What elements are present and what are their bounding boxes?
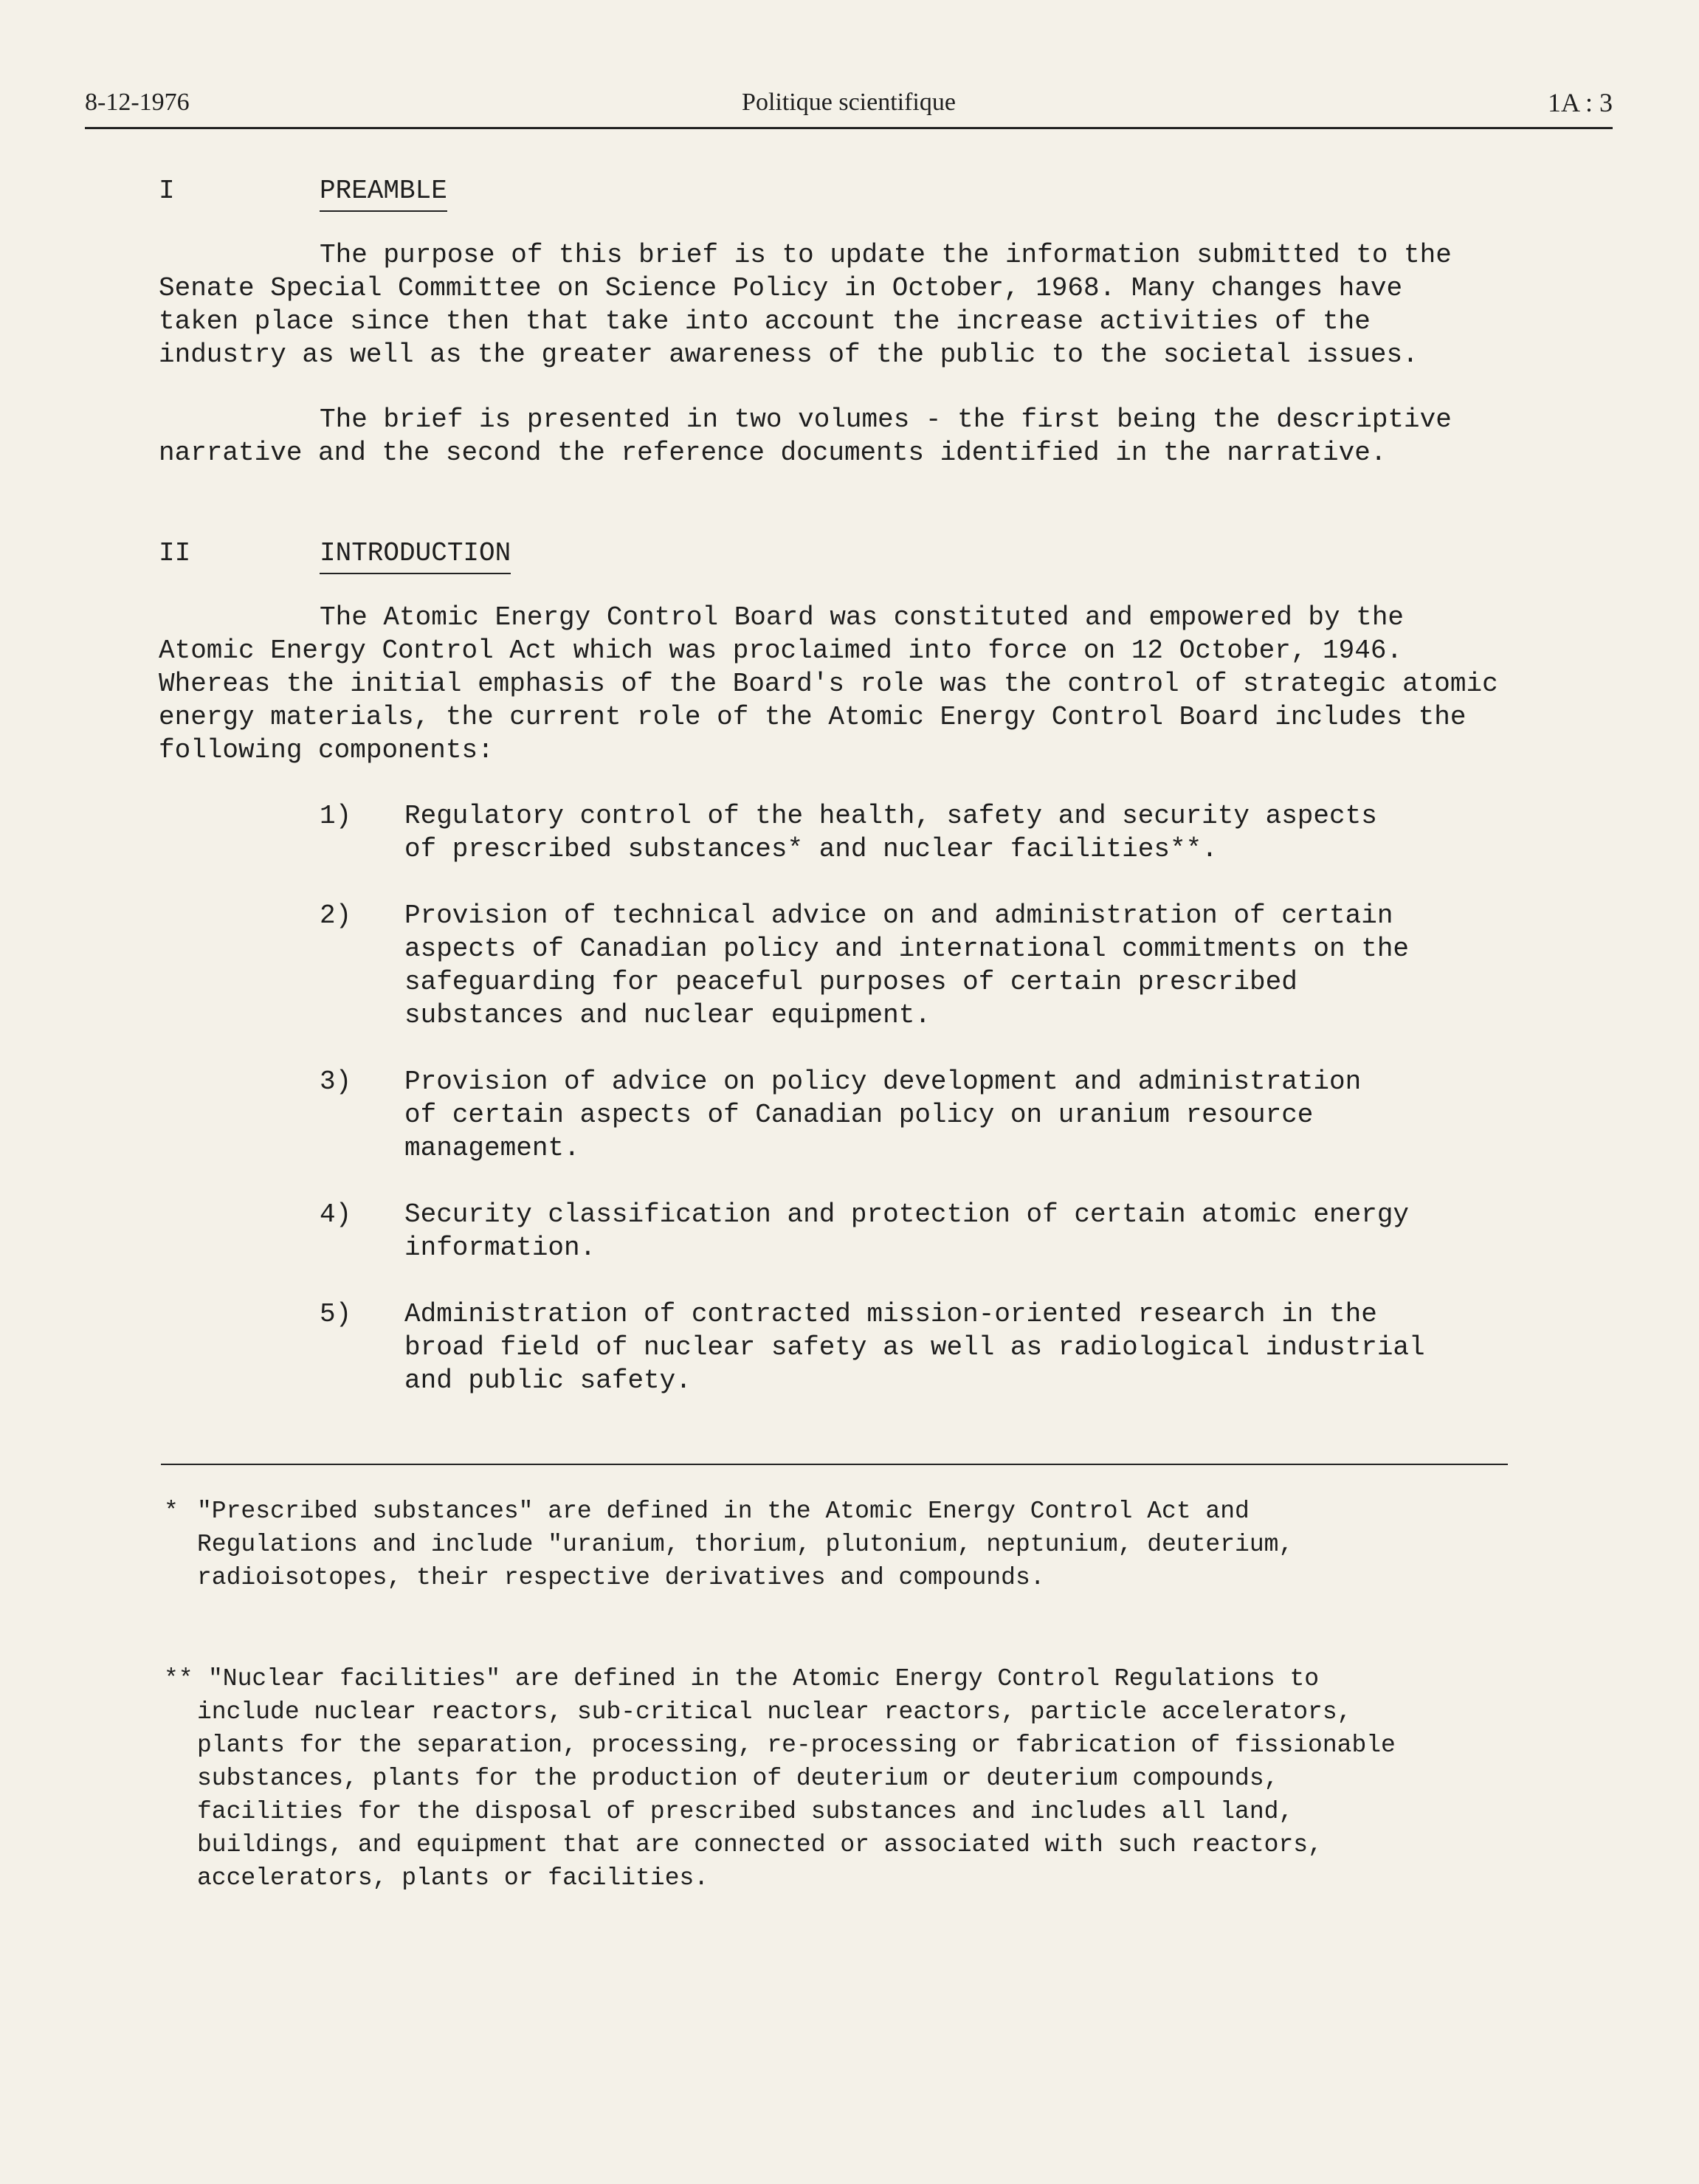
text-line: The brief is presented in two volumes - the first being the descriptive xyxy=(320,404,1452,435)
text-line: narrative and the second the reference documents identified in the narrative. xyxy=(159,438,1387,468)
introduction-paragraph xyxy=(159,601,1546,767)
text-line: Whereas the initial emphasis of the Board's role was the control of strategic atomic xyxy=(159,669,1498,699)
text-line: and public safety. xyxy=(404,1365,692,1396)
list-item xyxy=(320,899,1537,1032)
header-date: 8-12-1976 xyxy=(85,89,190,116)
text-line: Regulations and include "uranium, thorium, plutonium, neptunium, deuterium, xyxy=(197,1531,1294,1558)
list-number: 4) xyxy=(320,1199,352,1230)
text-line: energy materials, the current role of the Atomic Energy Control Board includes the xyxy=(159,702,1467,732)
header-page-number: 1A : 3 xyxy=(1547,88,1613,117)
preamble-paragraph-2 xyxy=(159,403,1546,469)
running-header xyxy=(85,81,1613,133)
list-item xyxy=(320,1065,1537,1165)
preamble-paragraph-1 xyxy=(159,238,1546,371)
section-heading-preamble xyxy=(159,174,1561,211)
text-line: of certain aspects of Canadian policy on uranium resource xyxy=(404,1100,1314,1130)
text-line: management. xyxy=(404,1133,580,1163)
list-item xyxy=(320,1198,1537,1264)
text-line: buildings, and equipment that are connected or associated with such reactors, xyxy=(197,1831,1323,1859)
text-line: "Nuclear facilities" are defined in the Atomic Energy Control Regulations to xyxy=(208,1665,1320,1692)
text-line: Atomic Energy Control Act which was proclaimed into force on 12 October, 1946. xyxy=(159,635,1403,666)
section-title: INTRODUCTION xyxy=(320,537,511,574)
text-line: substances and nuclear equipment. xyxy=(404,1000,931,1030)
text-line: The Atomic Energy Control Board was constituted and empowered by the xyxy=(320,602,1405,633)
text-line: substances, plants for the production of deuterium or deuterium compounds, xyxy=(197,1765,1279,1792)
list-number: 2) xyxy=(320,900,352,931)
text-line: Security classification and protection of certain atomic energy xyxy=(404,1199,1410,1230)
text-line: Senate Special Committee on Science Policy in October, 1968. Many changes have xyxy=(159,273,1403,303)
footnote-marker: ** xyxy=(164,1665,193,1692)
text-line: industry as well as the greater awareness of the public to the societal issues. xyxy=(159,340,1419,370)
text-line: aspects of Canadian policy and international commitments on the xyxy=(404,934,1410,964)
text-line: Regulatory control of the health, safety and security aspects xyxy=(404,801,1377,831)
header-rule xyxy=(85,127,1613,129)
footnote-marker: * xyxy=(164,1498,179,1525)
text-line: Administration of contracted mission-oriented research in the xyxy=(404,1299,1377,1329)
components-list xyxy=(320,799,1537,1430)
footnote-rule xyxy=(161,1464,1508,1465)
section-number: I xyxy=(159,176,175,206)
text-line: Provision of advice on policy development and administration xyxy=(404,1067,1362,1097)
section-number: II xyxy=(159,538,191,568)
text-line: The purpose of this brief is to update the information submitted to the xyxy=(320,240,1452,270)
text-line: facilities for the disposal of prescribed substances and includes all land, xyxy=(197,1798,1294,1825)
text-line: following components: xyxy=(159,735,494,765)
text-line: "Prescribed substances" are defined in the Atomic Energy Control Act and xyxy=(197,1498,1250,1525)
text-line: broad field of nuclear safety as well as radiological industrial xyxy=(404,1332,1425,1363)
text-line: Provision of technical advice on and administration of certain xyxy=(404,900,1393,931)
header-journal-title: Politique scientifique xyxy=(742,89,956,116)
text-line: information. xyxy=(404,1233,596,1263)
list-item xyxy=(320,1298,1537,1397)
text-line: accelerators, plants or facilities. xyxy=(197,1864,709,1892)
footnote-prescribed-substances xyxy=(164,1495,1294,1594)
text-line: radioisotopes, their respective derivatives and compounds. xyxy=(197,1564,1045,1591)
text-line: of prescribed substances* and nuclear facilities**. xyxy=(404,834,1218,864)
list-number: 3) xyxy=(320,1067,352,1097)
text-line: taken place since then that take into account the increase activities of the xyxy=(159,306,1371,337)
section-title: PREAMBLE xyxy=(320,174,447,212)
text-line: plants for the separation, processing, re-processing or fabrication of fissionable xyxy=(197,1732,1396,1759)
list-number: 5) xyxy=(320,1299,352,1329)
section-heading-introduction xyxy=(159,537,1561,573)
text-line: include nuclear reactors, sub-critical nuclear reactors, particle accelerators, xyxy=(197,1698,1352,1726)
list-number: 1) xyxy=(320,801,352,831)
list-item xyxy=(320,799,1537,866)
text-line: safeguarding for peaceful purposes of certain prescribed xyxy=(404,967,1297,997)
footnote-nuclear-facilities xyxy=(164,1662,1396,1895)
